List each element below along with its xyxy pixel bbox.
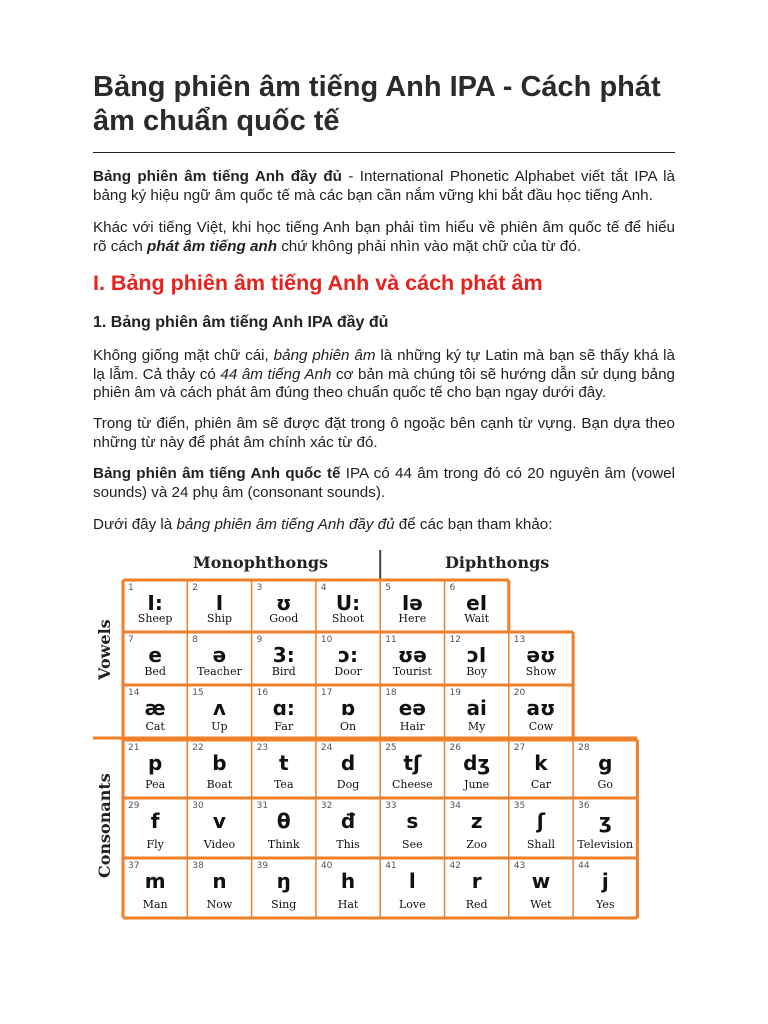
ipa-example-word: June: [464, 778, 490, 791]
ipa-number: 39: [256, 861, 269, 871]
ipa-number: 5: [385, 583, 391, 593]
ipa-cell-7: [125, 634, 185, 683]
ipa-symbol: h: [340, 869, 356, 893]
ipa-cell-38: [189, 860, 249, 916]
ipa-number: 12: [449, 635, 461, 645]
ipa-number: 3: [256, 583, 263, 593]
ipa-example-word: Far: [274, 720, 294, 733]
second-text-b: chứ không phải nhìn vào mặt chữ của từ đó.: [276, 237, 582, 255]
ipa-cell-22: [189, 742, 249, 796]
ipa-example-word: Shoot: [331, 612, 365, 625]
ipa-example-word: Cheese: [391, 778, 433, 791]
ipa-example-word: Tea: [273, 778, 294, 791]
ipa-symbol: r: [471, 869, 482, 893]
ipa-number: 41: [385, 861, 397, 871]
ipa-symbol: ɒ: [340, 696, 356, 720]
ipa-number: 37: [128, 861, 140, 871]
ipa-symbol: ə: [212, 643, 227, 667]
ipa-number: 14: [128, 688, 140, 698]
ipa-number: 33: [385, 801, 397, 811]
ipa-symbol: f: [150, 809, 160, 833]
ipa-example-word: Up: [211, 720, 228, 733]
ipa-symbol: w: [531, 869, 551, 893]
ipa-cell-43: [511, 860, 571, 916]
ipa-cell-28: [575, 742, 635, 796]
ipa-symbol: U:: [335, 591, 361, 615]
sixth-text-b: để các bạn tham khảo:: [394, 516, 553, 533]
ipa-example-word: Boy: [466, 665, 488, 678]
ipa-cell-23: [254, 742, 314, 796]
fifth-bold-term: Bảng phiên âm tiếng Anh quốc tế: [93, 465, 341, 482]
ipa-symbol: θ: [276, 809, 291, 833]
ipa-number: 22: [192, 743, 204, 753]
ipa-number: 6: [449, 583, 456, 593]
monophthongs-header: Monophthongs: [193, 553, 329, 572]
ipa-number: 16: [256, 688, 269, 698]
ipa-example-word: Television: [577, 838, 634, 851]
ipa-number: 31: [256, 801, 269, 811]
ipa-example-word: Sing: [271, 898, 297, 911]
ipa-example-word: On: [339, 720, 357, 733]
ipa-number: 21: [128, 743, 140, 753]
ipa-cell-12: [447, 634, 507, 683]
ipa-cell-44: [575, 860, 635, 916]
ipa-example-word: Boat: [206, 778, 233, 791]
ipa-example-word: Hair: [399, 720, 425, 733]
ipa-number: 15: [192, 688, 204, 698]
ipa-cell-33: [382, 800, 442, 856]
ipa-cell-5: [382, 582, 442, 630]
ipa-example-word: Love: [399, 898, 426, 911]
fourth-paragraph: Trong từ điển, phiên âm sẽ được đặt trong ô ngoặc bên cạnh từ vựng. Bạn dựa theo những từ này để phát âm chính xác từ đó.: [93, 415, 675, 451]
ipa-symbol: z: [470, 809, 483, 833]
ipa-example-word: See: [402, 838, 423, 851]
ipa-example-word: Sheep: [137, 612, 173, 625]
sixth-text-a: Dưới đây là: [93, 516, 177, 533]
ipa-symbol: k: [534, 751, 548, 775]
ipa-example-word: This: [336, 838, 360, 851]
ipa-number: 38: [192, 861, 204, 871]
ipa-cell-2: [189, 582, 249, 630]
ipa-number: 17: [320, 688, 333, 698]
title-divider: [93, 152, 675, 153]
ipa-symbol: tʃ: [403, 751, 422, 775]
ipa-number: 9: [256, 635, 263, 645]
ipa-chart-image: [93, 548, 653, 923]
ipa-cell-30: [189, 800, 249, 856]
ipa-example-word: Good: [269, 612, 299, 625]
ipa-example-word: My: [467, 720, 486, 733]
ipa-symbol: n: [212, 869, 227, 893]
ipa-symbol: đ: [340, 809, 356, 833]
ipa-number: 43: [513, 861, 526, 871]
ipa-number: 4: [320, 583, 327, 593]
ipa-number: 26: [449, 743, 461, 753]
ipa-number: 36: [578, 801, 590, 811]
ipa-example-word: Here: [398, 612, 427, 625]
ipa-cell-9: [254, 634, 314, 683]
section-heading: I. Bảng phiên âm tiếng Anh và cách phát âm: [93, 271, 543, 295]
page-title: Bảng phiên âm tiếng Anh IPA - Cách phát âm chuẩn quốc tế: [93, 71, 661, 137]
ipa-number: 10: [320, 635, 333, 645]
ipa-number: 23: [256, 743, 269, 753]
ipa-cell-26: [447, 742, 507, 796]
ipa-example-word: Wet: [530, 898, 552, 911]
ipa-symbol: ʒ: [598, 809, 612, 833]
ipa-symbol: eI: [466, 591, 488, 615]
ipa-cell-40: [318, 860, 378, 916]
ipa-number: 2: [192, 583, 199, 593]
ipa-symbol: 3:: [272, 643, 295, 667]
ipa-symbol: ɔI: [467, 643, 487, 667]
ipa-number: 42: [449, 861, 461, 871]
ipa-example-word: Cat: [145, 720, 165, 733]
ipa-example-word: Video: [203, 838, 236, 851]
fifth-paragraph: [93, 465, 675, 502]
second-paragraph: [93, 219, 675, 256]
ipa-cell-1: [125, 582, 185, 630]
ipa-symbol: aʊ: [526, 696, 556, 720]
ipa-example-word: Door: [334, 665, 362, 678]
ipa-symbol: s: [406, 809, 419, 833]
ipa-cell-34: [447, 800, 507, 856]
ipa-cell-32: [318, 800, 378, 856]
ipa-symbol: e: [148, 643, 162, 667]
third-text-b: là những ký tự Latin mà bạn sẽ thấy khá là lạ lẫm. Cả thảy có: [93, 347, 676, 383]
ipa-cell-27: [511, 742, 571, 796]
ipa-cell-11: [382, 634, 442, 683]
ipa-number: 30: [192, 801, 204, 811]
ipa-example-word: Bed: [144, 665, 166, 678]
intro-paragraph: [93, 168, 675, 205]
ipa-symbol: Iə: [401, 591, 423, 615]
ipa-symbol: ŋ: [276, 869, 291, 893]
ipa-number: 28: [578, 743, 590, 753]
ipa-symbol: ʊ: [276, 591, 292, 615]
ipa-cell-19: [447, 687, 507, 738]
ipa-cell-35: [511, 800, 571, 856]
ipa-symbol: t: [278, 751, 289, 775]
ipa-cell-25: [382, 742, 442, 796]
ipa-symbol: I: [215, 591, 224, 615]
ipa-cell-18: [382, 687, 442, 738]
ipa-symbol: əʊ: [526, 643, 556, 667]
ipa-example-word: Yes: [596, 898, 615, 911]
ipa-example-word: Shall: [526, 838, 556, 851]
ipa-cell-20: [511, 687, 571, 738]
third-text-a: Không giống mặt chữ cái,: [93, 347, 274, 364]
sixth-italic: bảng phiên âm tiếng Anh đầy đủ: [176, 516, 395, 533]
ipa-symbol: dʒ: [463, 751, 491, 775]
third-italic-2: 44 âm tiếng Anh: [220, 365, 332, 383]
ipa-cell-14: [125, 687, 185, 738]
ipa-number: 34: [449, 801, 461, 811]
ipa-number: 44: [578, 861, 590, 871]
ipa-symbol: m: [144, 869, 166, 893]
ipa-number: 7: [128, 635, 134, 645]
ipa-cell-41: [382, 860, 442, 916]
ipa-example-word: Show: [525, 665, 557, 678]
ipa-cell-29: [125, 800, 185, 856]
ipa-cell-17: [318, 687, 378, 738]
ipa-number: 27: [513, 743, 526, 753]
ipa-example-word: Zoo: [466, 838, 488, 851]
ipa-example-word: Now: [206, 898, 233, 911]
third-paragraph: [93, 347, 675, 403]
sixth-paragraph: [93, 516, 675, 535]
ipa-cell-3: [254, 582, 314, 630]
ipa-example-word: Cow: [528, 720, 554, 733]
fifth-text: IPA có 44 âm trong đó có 20 nguyên âm (vowel sounds) và 24 phụ âm (consonant sounds).: [93, 465, 675, 501]
ipa-cell-8: [189, 634, 249, 683]
ipa-cell-13: [511, 634, 571, 683]
ipa-cell-6: [447, 582, 507, 630]
ipa-cell-42: [447, 860, 507, 916]
ipa-number: 29: [128, 801, 140, 811]
ipa-example-word: Hat: [337, 898, 359, 911]
subsection-heading: 1. Bảng phiên âm tiếng Anh IPA đầy đủ: [93, 314, 389, 331]
ipa-symbol: ai: [466, 696, 487, 720]
ipa-number: 40: [320, 861, 333, 871]
ipa-cell-37: [125, 860, 185, 916]
ipa-example-word: Teacher: [197, 665, 242, 678]
vowels-label: Vowels: [95, 619, 114, 680]
diphthongs-header: Diphthongs: [445, 553, 550, 572]
consonants-label: Consonants: [95, 773, 114, 878]
ipa-cell-36: [575, 800, 635, 856]
ipa-symbol: d: [340, 751, 356, 775]
ipa-symbol: j: [601, 869, 609, 893]
ipa-cell-15: [189, 687, 249, 738]
ipa-number: 13: [513, 635, 526, 645]
ipa-example-word: Tourist: [392, 665, 432, 678]
ipa-symbol: ʌ: [212, 696, 226, 720]
ipa-symbol: I:: [147, 591, 163, 615]
ipa-symbol: v: [212, 809, 226, 833]
ipa-symbol: p: [147, 751, 163, 775]
ipa-number: 24: [320, 743, 333, 753]
ipa-symbol: ʃ: [536, 809, 546, 833]
ipa-cell-31: [254, 800, 314, 856]
ipa-example-word: Pea: [145, 778, 166, 791]
ipa-symbol: g: [598, 751, 613, 775]
ipa-number: 1: [128, 583, 134, 593]
ipa-example-word: Wait: [464, 612, 490, 625]
ipa-example-word: Fly: [146, 838, 164, 851]
ipa-number: 8: [192, 635, 199, 645]
ipa-example-word: Car: [530, 778, 552, 791]
ipa-symbol: ɑ:: [272, 696, 295, 720]
ipa-cell-24: [318, 742, 378, 796]
third-italic-1: bảng phiên âm: [273, 347, 376, 364]
ipa-example-word: Man: [142, 898, 168, 911]
ipa-symbol: l: [408, 869, 416, 893]
ipa-symbol: b: [212, 751, 227, 775]
second-emphasis: phát âm tiếng anh: [147, 237, 277, 255]
intro-bold-term: Bảng phiên âm tiếng Anh đầy đủ: [93, 168, 342, 185]
ipa-example-word: Bird: [271, 665, 296, 678]
ipa-number: 35: [513, 801, 526, 811]
ipa-example-word: Go: [597, 778, 613, 791]
ipa-number: 19: [449, 688, 461, 698]
ipa-example-word: Think: [267, 838, 300, 851]
ipa-symbol: æ: [144, 696, 166, 720]
ipa-symbol: eə: [398, 696, 426, 720]
ipa-example-word: Red: [465, 898, 488, 911]
ipa-number: 11: [385, 635, 397, 645]
ipa-symbol: ʊə: [397, 643, 427, 667]
ipa-cell-4: [318, 582, 378, 630]
third-text-c: cơ bản mà chúng tôi sẽ hướng dẫn sử dụng bảng phiên âm và cách phát âm đúng theo chuẩn quốc tế cho bạn ngay dưới đây.: [93, 365, 675, 401]
intro-text: - International Phonetic Alphabet viết tắt IPA là bảng ký hiệu ngữ âm quốc tế mà các bạn cần nắm vững khi bắt đầu học tiếng Anh.: [93, 168, 675, 204]
ipa-number: 32: [320, 801, 333, 811]
second-text-a: Khác với tiếng Việt, khi học tiếng Anh bạn phải tìm hiểu về phiên âm quốc tế để hiểu rõ cách: [93, 219, 675, 255]
ipa-number: 20: [513, 688, 526, 698]
ipa-example-word: Ship: [206, 612, 233, 625]
ipa-cell-21: [125, 742, 185, 796]
ipa-cell-10: [318, 634, 378, 683]
ipa-number: 25: [385, 743, 397, 753]
ipa-symbol: ɔ:: [338, 643, 358, 667]
ipa-cell-16: [254, 687, 314, 738]
ipa-cell-39: [254, 860, 314, 916]
ipa-example-word: Dog: [336, 778, 360, 791]
ipa-number: 18: [385, 688, 397, 698]
